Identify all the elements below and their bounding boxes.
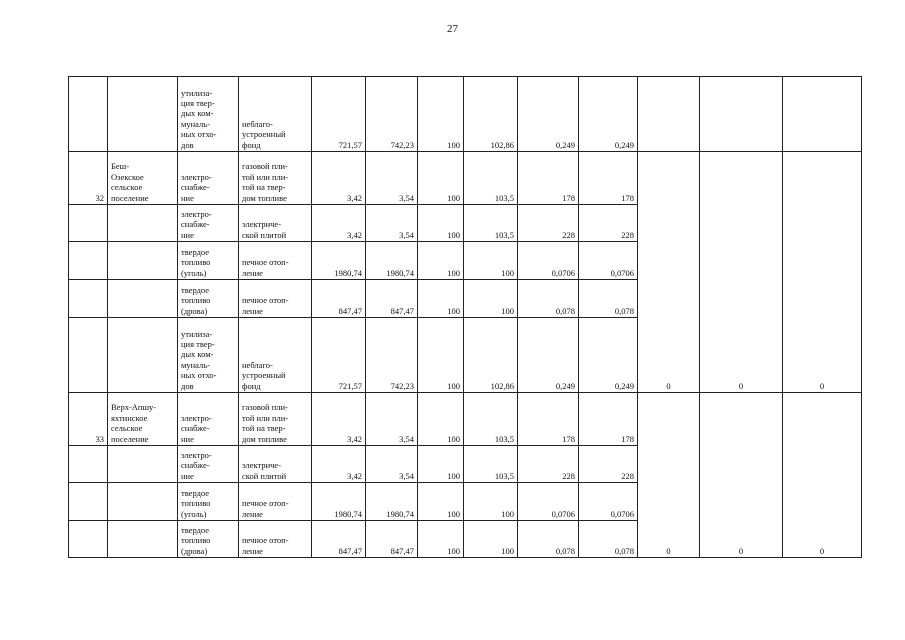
cell-value-5: 228 <box>518 205 579 242</box>
cell-value-6: 0,078 <box>579 521 638 558</box>
cell-number <box>69 242 108 280</box>
cell-number <box>69 483 108 521</box>
cell-type: электриче- ской плитой <box>239 205 312 242</box>
cell-value-2: 3,54 <box>366 446 418 483</box>
tariff-table <box>68 76 862 558</box>
cell-service: электро- снабже- ние <box>178 393 239 446</box>
cell-type: печное отоп- ление <box>239 242 312 280</box>
cell-value-3: 100 <box>418 280 464 318</box>
cell-type: электриче- ской плитой <box>239 446 312 483</box>
cell-value-3: 100 <box>418 393 464 446</box>
cell-value-4: 102,86 <box>464 77 518 152</box>
cell-extra-2: 0 <box>700 152 783 393</box>
cell-value-5: 0,078 <box>518 521 579 558</box>
cell-settlement <box>108 318 178 393</box>
cell-service: твердое топливо (уголь) <box>178 483 239 521</box>
cell-settlement <box>108 242 178 280</box>
cell-value-1: 847,47 <box>312 280 366 318</box>
cell-type: неблаго- устроенный фонд <box>239 77 312 152</box>
cell-value-3: 100 <box>418 483 464 521</box>
table-body <box>69 77 862 558</box>
cell-value-5: 0,0706 <box>518 242 579 280</box>
cell-value-1: 721,57 <box>312 77 366 152</box>
cell-extra-3: 0 <box>783 152 862 393</box>
table-row <box>69 77 862 152</box>
cell-service: твердое топливо (дрова) <box>178 521 239 558</box>
cell-settlement: Верх-Апшу- яхтинское сельское поселение <box>108 393 178 446</box>
cell-value-1: 1980,74 <box>312 242 366 280</box>
cell-value-6: 0,249 <box>579 77 638 152</box>
cell-number <box>69 77 108 152</box>
cell-value-4: 103,5 <box>464 393 518 446</box>
cell-extra-1: 0 <box>638 393 700 558</box>
cell-extra-2 <box>700 77 783 152</box>
cell-value-2: 742,23 <box>366 77 418 152</box>
cell-value-4: 100 <box>464 483 518 521</box>
cell-number <box>69 521 108 558</box>
cell-value-2: 847,47 <box>366 280 418 318</box>
cell-extra-1: 0 <box>638 152 700 393</box>
cell-value-6: 0,0706 <box>579 242 638 280</box>
table-row <box>69 393 862 446</box>
cell-value-1: 721,57 <box>312 318 366 393</box>
cell-settlement <box>108 205 178 242</box>
cell-value-3: 100 <box>418 446 464 483</box>
cell-value-2: 3,54 <box>366 393 418 446</box>
cell-number <box>69 318 108 393</box>
cell-value-5: 0,249 <box>518 77 579 152</box>
cell-value-2: 3,54 <box>366 152 418 205</box>
cell-service: утилиза- ция твер- дых ком- муналь- ных отхо- дов <box>178 77 239 152</box>
cell-value-2: 847,47 <box>366 521 418 558</box>
cell-number <box>69 205 108 242</box>
cell-value-3: 100 <box>418 77 464 152</box>
cell-value-1: 3,42 <box>312 446 366 483</box>
cell-value-3: 100 <box>418 242 464 280</box>
cell-value-2: 3,54 <box>366 205 418 242</box>
cell-service: электро- снабже- ние <box>178 205 239 242</box>
cell-value-6: 0,078 <box>579 280 638 318</box>
cell-value-1: 847,47 <box>312 521 366 558</box>
cell-value-3: 100 <box>418 318 464 393</box>
cell-type: газовой пли- той или пли- той на твер- дом топливе <box>239 152 312 205</box>
cell-value-6: 178 <box>579 152 638 205</box>
cell-value-4: 100 <box>464 280 518 318</box>
cell-value-4: 100 <box>464 242 518 280</box>
cell-extra-1 <box>638 77 700 152</box>
cell-value-6: 0,0706 <box>579 483 638 521</box>
cell-value-4: 103,5 <box>464 446 518 483</box>
cell-settlement <box>108 446 178 483</box>
cell-value-4: 102,86 <box>464 318 518 393</box>
cell-type: печное отоп- ление <box>239 280 312 318</box>
cell-settlement <box>108 77 178 152</box>
cell-settlement: Беш- Озекское сельское поселение <box>108 152 178 205</box>
cell-value-6: 228 <box>579 205 638 242</box>
cell-value-3: 100 <box>418 521 464 558</box>
cell-value-1: 3,42 <box>312 152 366 205</box>
cell-type: газовой пли- той или пли- той на твер- дом топливе <box>239 393 312 446</box>
cell-number <box>69 446 108 483</box>
cell-number: 33 <box>69 393 108 446</box>
cell-value-4: 103,5 <box>464 205 518 242</box>
cell-settlement <box>108 483 178 521</box>
cell-value-1: 1980,74 <box>312 483 366 521</box>
cell-value-5: 0,078 <box>518 280 579 318</box>
cell-value-5: 228 <box>518 446 579 483</box>
cell-value-5: 0,0706 <box>518 483 579 521</box>
cell-value-1: 3,42 <box>312 393 366 446</box>
cell-value-5: 178 <box>518 152 579 205</box>
cell-extra-2: 0 <box>700 393 783 558</box>
cell-settlement <box>108 280 178 318</box>
cell-settlement <box>108 521 178 558</box>
cell-type: печное отоп- ление <box>239 483 312 521</box>
cell-value-6: 228 <box>579 446 638 483</box>
cell-service: электро- снабже- ние <box>178 152 239 205</box>
cell-number <box>69 280 108 318</box>
cell-value-4: 100 <box>464 521 518 558</box>
cell-value-2: 1980,74 <box>366 483 418 521</box>
cell-extra-3 <box>783 77 862 152</box>
cell-value-3: 100 <box>418 205 464 242</box>
cell-type: неблаго- устроенный фонд <box>239 318 312 393</box>
cell-value-5: 178 <box>518 393 579 446</box>
cell-value-1: 3,42 <box>312 205 366 242</box>
cell-service: твердое топливо (уголь) <box>178 242 239 280</box>
cell-extra-3: 0 <box>783 393 862 558</box>
cell-value-2: 1980,74 <box>366 242 418 280</box>
cell-service: утилиза- ция твер- дых ком- муналь- ных отхо- дов <box>178 318 239 393</box>
cell-service: электро- снабже- ние <box>178 446 239 483</box>
cell-value-3: 100 <box>418 152 464 205</box>
page-number: 27 <box>447 23 458 35</box>
cell-value-5: 0,249 <box>518 318 579 393</box>
cell-service: твердое топливо (дрова) <box>178 280 239 318</box>
cell-type: печное отоп- ление <box>239 521 312 558</box>
cell-value-6: 178 <box>579 393 638 446</box>
table-row <box>69 152 862 205</box>
cell-value-4: 103,5 <box>464 152 518 205</box>
cell-value-6: 0,249 <box>579 318 638 393</box>
cell-number: 32 <box>69 152 108 205</box>
cell-value-2: 742,23 <box>366 318 418 393</box>
